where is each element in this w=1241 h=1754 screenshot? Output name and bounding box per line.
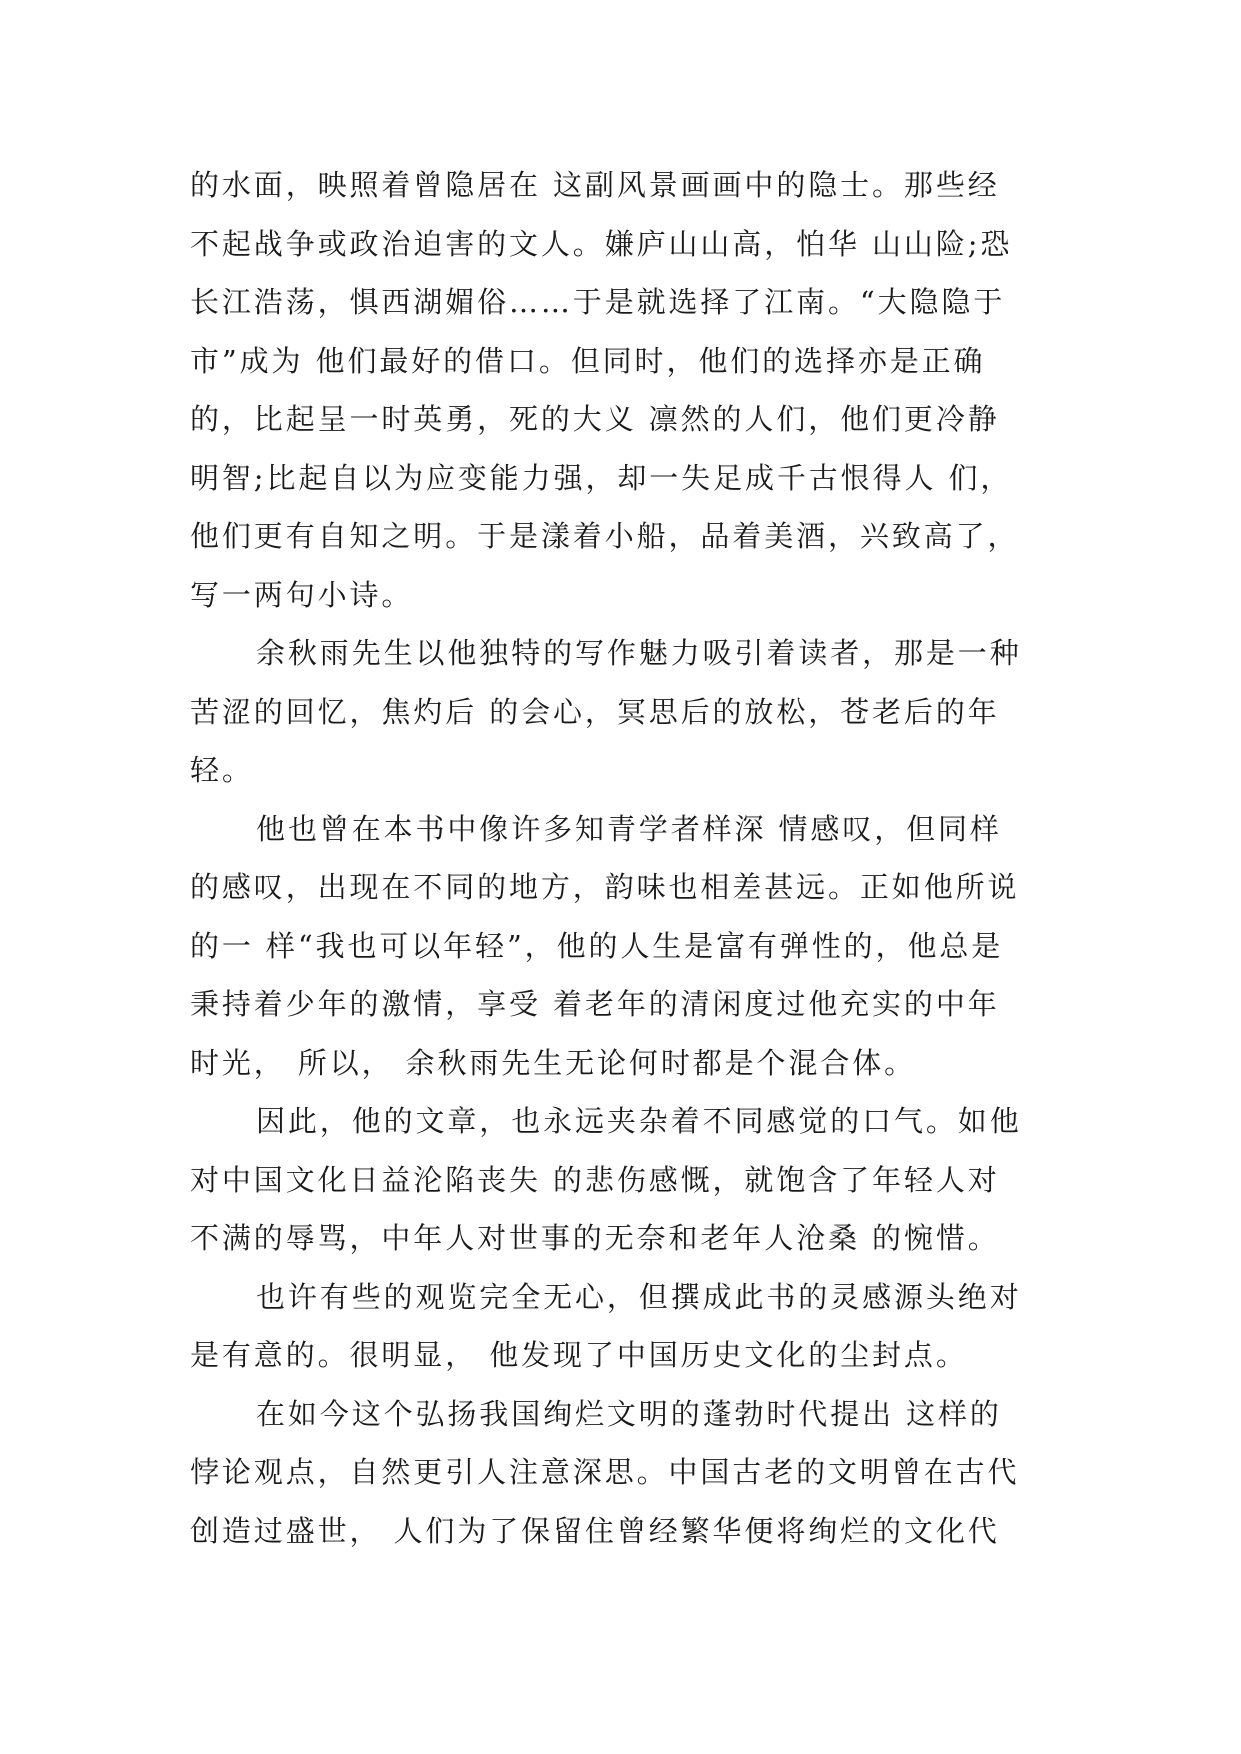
text-line: 不满的辱骂，中年人对世事的无奈和老年人沧桑 的惋惜。 [190,1221,1000,1255]
text-line: 余秋雨先生以他独特的写作魅力吸引着读者，那是一种 [256,636,1022,670]
text-line: 也许有些的观览完全无心，但撰成此书的灵感源头绝对 [256,1279,1022,1314]
text-line: 创造过盛世， 人们为了保留住曾经繁华便将绚烂的文化代 [190,1513,1000,1548]
text-line: 是有意的。很明显， 他发现了中国历史文化的尘封点。 [190,1338,968,1372]
text-line: 因此，他的文章，也永远夹杂着不同感觉的口气。如他 [256,1104,1022,1138]
text-line: 的感叹，出现在不同的地方，韵味也相差甚远。正如他所说 [190,870,1020,904]
text-line: 的，比起呈一时英勇，死的大义 凛然的人们，他们更冷静 [190,402,1000,436]
text-line: 市”成为 他们最好的借口。但同时，他们的选择亦是正确 [190,343,986,378]
text-line: 的水面，映照着曾隐居在 这副风景画画中的隐士。那些经 [190,168,1000,202]
text-line: 时光， 所以， 余秋雨先生无论何时都是个混合体。 [190,1045,917,1080]
text-line: 对中国文化日益沦陷丧失 的悲伤感慨，就饱含了年轻人对 [190,1162,1000,1197]
text-line: 的一 样“我也可以年轻”，他的人生是富有弹性的，他总是 [190,928,1004,963]
text-line: 不起战争或政治迫害的文人。嫌庐山山高，怕华 山山险;恐 [190,226,1013,261]
text-line: 长江浩荡，惧西湖媚俗……于是就选择了江南。“大隐隐于 [190,285,1006,319]
text-line: 他也曾在本书中像许多知青学者样深 情感叹，但同样 [256,811,1002,846]
text-line: 写一两句小诗。 [190,577,414,612]
text-line: 他们更有自知之明。于是漾着小船，品着美酒，兴致高了， [190,519,1020,553]
text-line: 轻。 [190,753,254,787]
text-line: 悖论观点，自然更引人注意深思。中国古老的文明曾在古代 [190,1455,1020,1489]
text-line: 明智;比起自以为应变能力强，却一失足成千古恨得人 们， [190,460,1013,495]
text-line: 在如今这个弘扬我国绚烂文明的蓬勃时代提出 这样的 [256,1396,1002,1431]
text-line: 秉持着少年的激情，享受 着老年的清闲度过他充实的中年 [190,987,1000,1021]
text-line: 苦涩的回忆，焦灼后 的会心，冥思后的放松，苍老后的年 [190,694,1000,729]
body-text [190,156,1056,1560]
